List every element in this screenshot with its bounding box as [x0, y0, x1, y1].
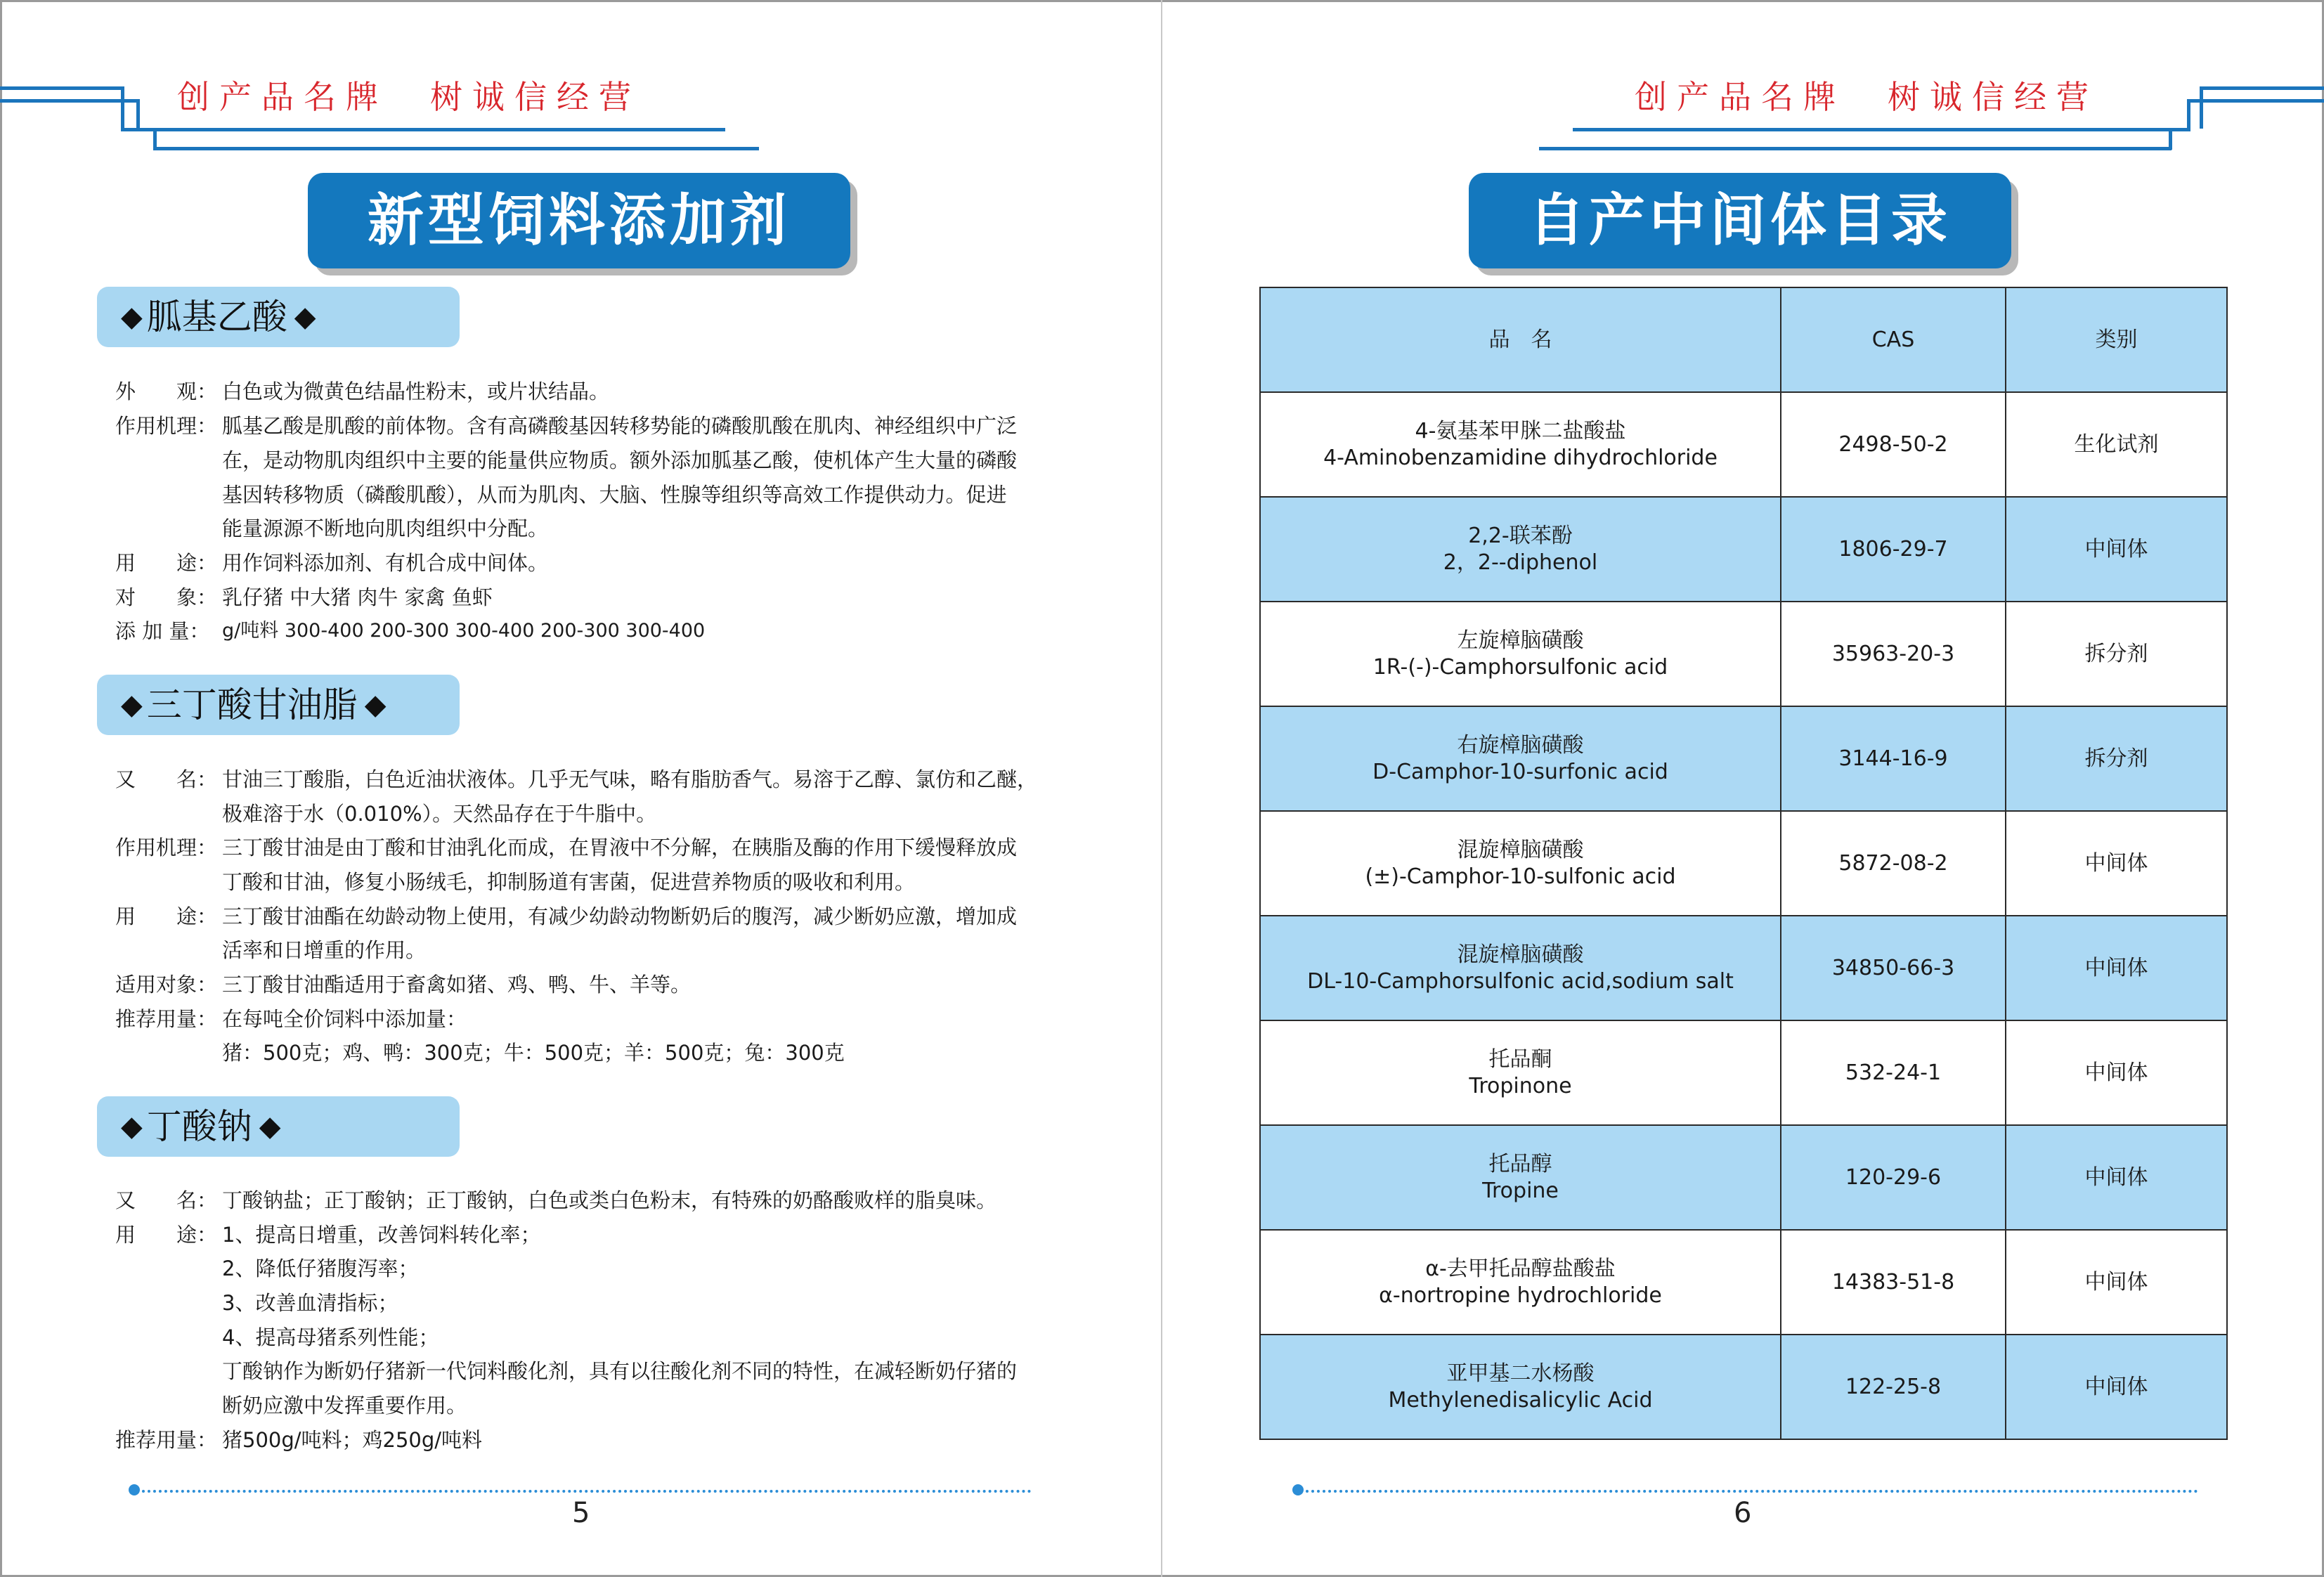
footer-dot	[129, 1484, 140, 1495]
table-row: α-去甲托品醇盐酸盐 α-nortropine hydrochloride 14383-51-8 中间体	[1260, 1230, 2227, 1335]
header-name: 品 名	[1260, 287, 1781, 392]
left-page: 创产品名牌 树诚信经营 新型饲料添加剂 ◆ 胍基乙酸 ◆ 外 观： 白色或为微黄色结晶性粉末，或片状结晶。 作用机理： 胍基乙酸是肌酸的前体物。含有高磷酸基因转移势能的磷酸肌酸在肌肉、神经组织中广泛 在，是动物肌肉组织中主要的能量供应物质。额外添加胍基乙酸，使机体产生大量的磷酸 基因转移物质（磷酸肌酸），从而为肌肉、大脑、性腺等组织等高效工作提供动力。促进 能量源源不断地向肌肉组织中分配。 用 途： 用作饲料添加剂、有机合成中间体。 对 象： 乳仔猪 中大猪 肉牛 家禽 鱼虾 添 加 量： g/吨料 300-400 200-300 300-400 200-300 300-400 ◆ 三丁酸甘油脂 ◆ 又 名： 甘油三丁酸脂，白色近油状液体。几乎无气味，略有脂肪香气。易溶于乙醇、氯仿和乙醚， 极难溶于水（0.010%）。天然品存在于牛脂中。 作用机理： 三丁酸甘油是由丁酸和甘油乳化而成，在胃液中不分解，在胰脂及酶的作用下缓慢释放成 丁酸和甘油，修复小肠绒毛，抑制肠道有害菌，促进营养物质的吸收和利用。 用 途： 三丁酸甘油酯在幼龄动物上使用，有减少幼龄动物断奶后的腹泻，减少断奶应激，增加成 活率和日增重的作用。 适用对象： 三丁酸甘油酯适用于畜禽如猪、鸡、鸭、牛、羊等。 推荐用量： 在每吨全价饲料中添加量： 猪：500克；鸡、鸭：300克；牛：500克；羊：500克；兔：300克 ◆ 丁酸钠 ◆ 又 名： 丁酸钠盐；正丁酸钠；正丁酸钠，白色或类白色粉末，有特殊的奶酪酸败样的脂臭味。 用 途： 1、提高日增重，改善饲料转化率； 2、降低仔猪腹泻率； 3、改善血清指标； 4、提高母猪系列性能； 丁酸钠作为断奶仔猪新一代饲料酸化剂，具有以往酸化剂不同的特性，在减轻断奶仔猪的 断奶应激中发挥重要作用。 推荐用量： 猪500g/吨料；鸡250g/吨料 5	[0, 0, 1162, 1577]
field-line: 4、提高母猪系列性能；	[222, 1325, 439, 1349]
table-row: 混旋樟脑磺酸 DL-10-Camphorsulfonic acid,sodium salt 34850-66-3 中间体	[1260, 916, 2227, 1020]
field-line: 猪：500克；鸡、鸭：300克；牛：500克；羊：500克；兔：300克	[222, 1041, 845, 1065]
header-cas: CAS	[1781, 287, 2006, 392]
table-header-row	[1260, 287, 2227, 392]
field-line: 基因转移物质（磷酸肌酸），从而为肌肉、大脑、性腺等组织等高效工作提供动力。促进	[222, 483, 1007, 507]
diamond-icon: ◆	[121, 1110, 143, 1143]
field-line: 丁酸和甘油，修复小肠绒毛，抑制肠道有害菌，促进营养物质的吸收和利用。	[222, 870, 916, 894]
slogan-right: 树诚信经营	[430, 78, 641, 116]
field-line: 2、降低仔猪腹泻率；	[222, 1257, 419, 1280]
field-line: 在，是动物肌肉组织中主要的能量供应物质。额外添加胍基乙酸，使机体产生大量的磷酸	[222, 448, 1018, 472]
section-heading: ◆ 三丁酸甘油脂 ◆	[97, 675, 460, 735]
section-heading: ◆ 胍基乙酸 ◆	[97, 287, 460, 347]
diamond-icon: ◆	[121, 301, 143, 333]
field-line: 3、改善血清指标；	[222, 1291, 398, 1315]
diamond-icon: ◆	[364, 689, 387, 721]
header-category: 类别	[2006, 287, 2227, 392]
slogan-left: 创产品名牌	[1635, 78, 1845, 116]
field-line: 活率和日增重的作用。	[222, 938, 427, 962]
diamond-icon: ◆	[294, 301, 316, 333]
slogan-right: 树诚信经营	[1888, 78, 2098, 116]
footer-dot	[1292, 1484, 1304, 1495]
table-row: 4-氨基苯甲脒二盐酸盐 4-Aminobenzamidine dihydrochloride 2498-50-2 生化试剂	[1260, 392, 2227, 497]
table-row: 右旋樟脑磺酸 D-Camphor-10-surfonic acid 3144-16-9 拆分剂	[1260, 706, 2227, 811]
table-row: 托品醇 Tropine 120-29-6 中间体	[1260, 1125, 2227, 1230]
field-line: 断奶应激中发挥重要作用。	[222, 1394, 467, 1417]
slogan	[1635, 72, 2098, 118]
page-number: 6	[1734, 1497, 1752, 1529]
slogan-left: 创产品名牌	[177, 78, 388, 116]
field-line: 极难溶于水（0.010%）。天然品存在于牛脂中。	[222, 802, 657, 826]
diamond-icon: ◆	[121, 689, 143, 721]
footer-rule	[1306, 1490, 2198, 1493]
section-heading: ◆ 丁酸钠 ◆	[97, 1096, 460, 1157]
footer-rule	[142, 1490, 1032, 1493]
table-row: 混旋樟脑磺酸 (±)-Camphor-10-sulfonic acid 5872-08-2 中间体	[1260, 811, 2227, 916]
page-number: 5	[572, 1497, 590, 1529]
slogan	[177, 72, 641, 118]
field-line: 能量源源不断地向肌肉组织中分配。	[222, 517, 549, 540]
page-title: 自产中间体目录	[1469, 173, 2011, 268]
catalog-table	[1259, 287, 2228, 1440]
diamond-icon: ◆	[259, 1110, 281, 1143]
field-line: 丁酸钠作为断奶仔猪新一代饲料酸化剂，具有以往酸化剂不同的特性，在减轻断奶仔猪的	[222, 1359, 1018, 1383]
table-row: 托品酮 Tropinone 532-24-1 中间体	[1260, 1020, 2227, 1125]
table-row: 2,2-联苯酚 2，2--diphenol 1806-29-7 中间体	[1260, 497, 2227, 602]
table-row: 左旋樟脑磺酸 1R-(-)-Camphorsulfonic acid 35963-20-3 拆分剂	[1260, 602, 2227, 706]
page-title: 新型饲料添加剂	[308, 173, 850, 268]
table-row: 亚甲基二水杨酸 Methylenedisalicylic Acid 122-25-8 中间体	[1260, 1335, 2227, 1439]
